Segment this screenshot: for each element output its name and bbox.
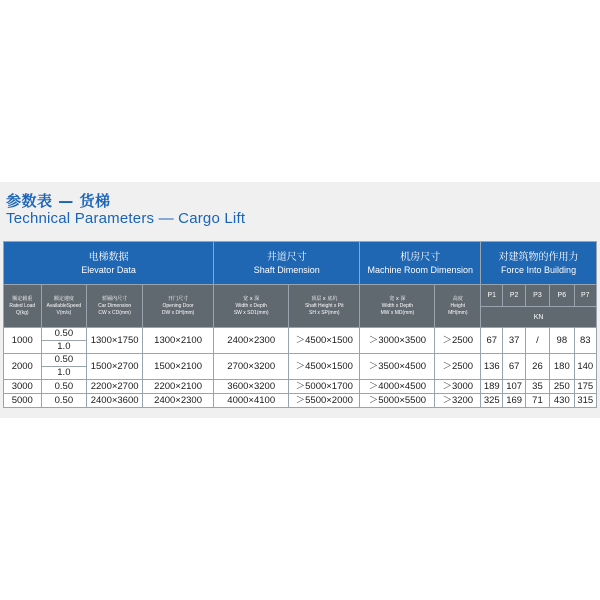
page-title-chinese: 参数表 — 货梯	[6, 192, 111, 210]
header-en: Width x Depth	[235, 302, 267, 309]
header-p3: P3	[525, 285, 549, 307]
header-rated-load	[4, 285, 42, 328]
cell-car: 1300×1750	[87, 328, 143, 354]
header-cn: 开门尺寸	[168, 295, 189, 302]
table-row	[4, 328, 597, 341]
header-en: Opening Door	[162, 302, 194, 309]
cell-p3: 71	[525, 394, 549, 408]
cell-mr-h: ＞2500	[435, 354, 481, 380]
header-p6: P6	[550, 285, 574, 307]
header-speed	[41, 285, 87, 328]
header-cn: 宽 x 深	[243, 295, 260, 302]
header-p2: P2	[503, 285, 525, 307]
header-cn: 宽 x 深	[389, 295, 406, 302]
cell-shaft-hp: ＞5500×2000	[289, 394, 360, 408]
header-machine-room-width-depth	[360, 285, 435, 328]
group-shaft-dimension	[214, 242, 360, 285]
cell-p1: 136	[481, 354, 503, 380]
page-title-english: Technical Parameters — Cargo Lift	[6, 210, 246, 227]
cell-shaft-hp: ＞4500×1500	[289, 354, 360, 380]
header-unit: Q(kg)	[16, 309, 29, 316]
cell-speed: 0.50	[41, 380, 87, 394]
cell-mr-h: ＞3200	[435, 394, 481, 408]
cell-p7: 140	[574, 354, 597, 380]
header-p7: P7	[574, 285, 597, 307]
cell-door: 2200×2100	[143, 380, 214, 394]
header-shaft-width-depth	[214, 285, 289, 328]
cell-speed: 0.50	[41, 354, 87, 367]
group-elevator-data	[4, 242, 214, 285]
group-label-en: Machine Room Dimension	[367, 264, 473, 275]
table-row	[4, 394, 597, 408]
header-cn: 额定速度	[53, 295, 74, 302]
cell-p3: 26	[525, 354, 549, 380]
cell-p3: 35	[525, 380, 549, 394]
cell-mr-wd: ＞3000×3500	[360, 328, 435, 354]
group-force-into-building	[481, 242, 597, 285]
cell-load: 1000	[4, 328, 42, 354]
cell-p2: 107	[503, 380, 525, 394]
cell-car: 1500×2700	[87, 354, 143, 380]
header-car-dimension	[87, 285, 143, 328]
cell-speed: 0.50	[41, 328, 87, 341]
header-en: Car Dimension	[98, 302, 132, 309]
cell-door: 1500×2100	[143, 354, 214, 380]
header-shaft-height-pit	[289, 285, 360, 328]
group-label-cn: 井道尺寸	[266, 251, 307, 263]
table-row	[4, 354, 597, 367]
cell-p2: 169	[503, 394, 525, 408]
header-cn: 高度	[452, 295, 463, 302]
header-unit: MW x MD(mm)	[380, 309, 415, 316]
force-unit-kn: KN	[481, 307, 597, 328]
header-opening-door	[143, 285, 214, 328]
header-en: AvailableSpeed	[46, 302, 82, 309]
cell-load: 5000	[4, 394, 42, 408]
group-label-cn: 对建筑物的作用力	[498, 251, 579, 263]
cell-p7: 83	[574, 328, 597, 354]
cell-p2: 67	[503, 354, 525, 380]
cell-mr-h: ＞3000	[435, 380, 481, 394]
header-unit: V(m/s)	[56, 309, 72, 316]
group-machine-room	[360, 242, 481, 285]
cell-p7: 175	[574, 380, 597, 394]
cell-shaft-wd: 3600×3200	[214, 380, 289, 394]
group-label-cn: 电梯数据	[88, 251, 129, 263]
cell-p3: /	[525, 328, 549, 354]
header-en: Shaft Height x Pit	[304, 302, 344, 309]
header-cn: 额定载重	[12, 295, 33, 302]
cell-mr-h: ＞2500	[435, 328, 481, 354]
cell-p6: 430	[550, 394, 574, 408]
header-en: Width x Depth	[381, 302, 414, 309]
cell-p1: 67	[481, 328, 503, 354]
sub-header-row	[4, 285, 597, 307]
group-label-en: Force Into Building	[501, 264, 577, 275]
header-unit: CW x CD(mm)	[98, 309, 131, 316]
cell-mr-wd: ＞5000×5500	[360, 394, 435, 408]
header-p1: P1	[481, 285, 503, 307]
header-machine-room-height	[435, 285, 481, 328]
group-header-row	[4, 242, 597, 285]
table-row	[4, 380, 597, 394]
cell-shaft-hp: ＞4500×1500	[289, 328, 360, 354]
cell-speed: 0.50	[41, 394, 87, 408]
header-cn: 轿厢内尺寸	[102, 295, 128, 302]
cell-p6: 180	[550, 354, 574, 380]
cell-mr-wd: ＞4000×4500	[360, 380, 435, 394]
header-unit: DW x DH(mm)	[161, 309, 195, 316]
parameters-table	[3, 241, 597, 408]
cell-speed: 1.0	[41, 367, 87, 380]
cell-shaft-hp: ＞5000×1700	[289, 380, 360, 394]
cell-car: 2400×3600	[87, 394, 143, 408]
header-en: Height	[450, 302, 465, 309]
cell-p7: 315	[574, 394, 597, 408]
group-label-en: Elevator Data	[81, 264, 136, 275]
cell-shaft-wd: 4000×4100	[214, 394, 289, 408]
cell-p2: 37	[503, 328, 525, 354]
group-label-cn: 机房尺寸	[400, 251, 441, 263]
group-label-en: Shaft Dimension	[253, 264, 320, 275]
header-en: Rated Load	[9, 302, 36, 309]
header-cn: 顶层 x 底坑	[311, 295, 338, 302]
cell-mr-wd: ＞3500×4500	[360, 354, 435, 380]
cell-p1: 189	[481, 380, 503, 394]
cell-door: 1300×2100	[143, 328, 214, 354]
cell-load: 2000	[4, 354, 42, 380]
cell-speed: 1.0	[41, 341, 87, 354]
cell-car: 2200×2700	[87, 380, 143, 394]
cell-load: 3000	[4, 380, 42, 394]
cell-door: 2400×2300	[143, 394, 214, 408]
header-unit: MH(mm)	[448, 309, 468, 316]
cell-p6: 98	[550, 328, 574, 354]
header-unit: SH x SP(mm)	[309, 309, 340, 316]
cell-p6: 250	[550, 380, 574, 394]
header-unit: SW x SD1(mm)	[233, 309, 269, 316]
cell-shaft-wd: 2700×3200	[214, 354, 289, 380]
cell-shaft-wd: 2400×2300	[214, 328, 289, 354]
cell-p1: 325	[481, 394, 503, 408]
